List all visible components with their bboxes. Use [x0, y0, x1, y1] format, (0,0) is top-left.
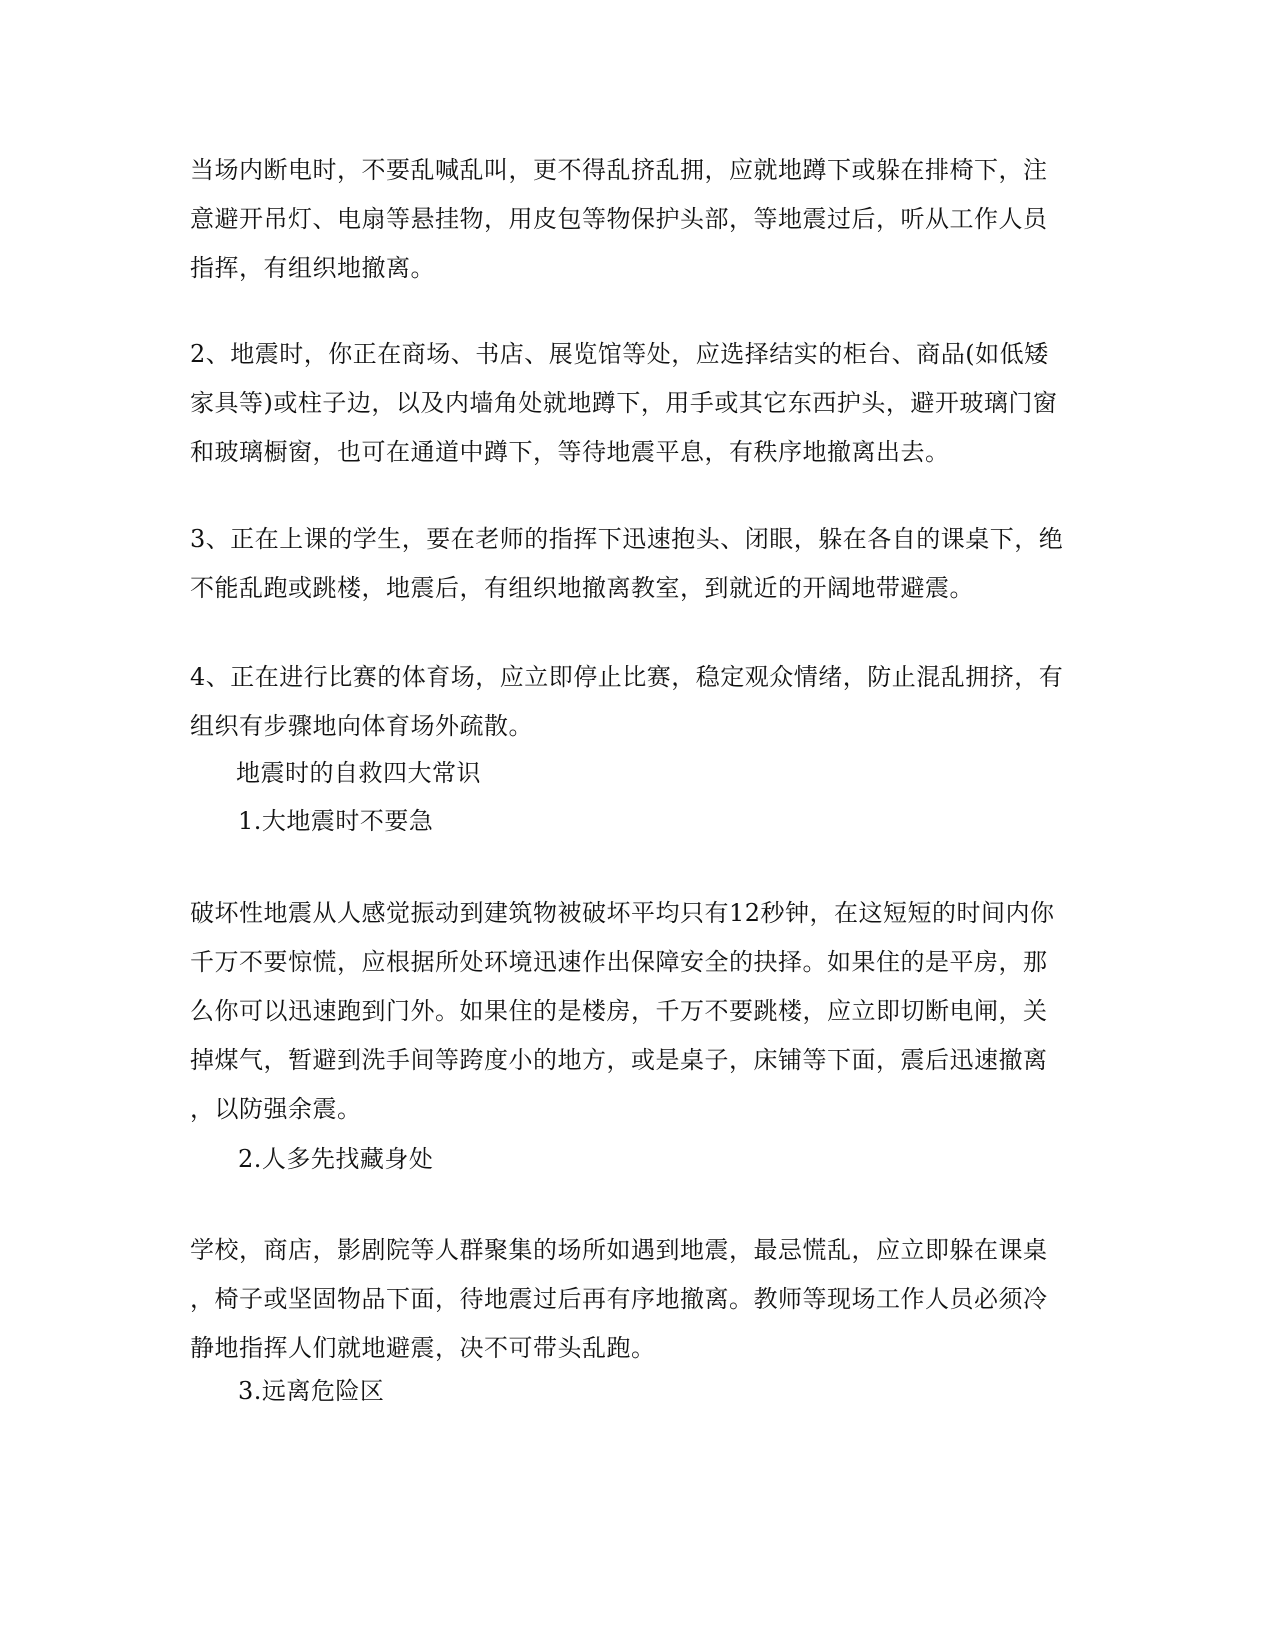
text-line: 家具等)或柱子边，以及内墙角处就地蹲下，用手或其它东西护头，避开玻璃门窗: [190, 389, 1058, 417]
text-line: 指挥，有组织地撤离。: [190, 254, 435, 282]
text-line: 不能乱跑或跳楼，地震后，有组织地撤离教室，到就近的开阔地带避震。: [190, 574, 974, 602]
text-line: 破坏性地震从人感觉振动到建筑物被破坏平均只有12秒钟，在这短短的时间内你: [190, 899, 1055, 927]
text-line: 2、地震时，你正在商场、书店、展览馆等处，应选择结实的柜台、商品(如低矮: [190, 340, 1049, 368]
paragraph-theater: [190, 146, 1080, 293]
paragraph-classroom: [190, 515, 1080, 613]
text-line: 掉煤气，暂避到洗手间等跨度小的地方，或是桌子，床铺等下面，震后迅速撤离: [190, 1046, 1048, 1074]
paragraph-stadium: [190, 653, 1080, 751]
section-title: 地震时的自救四大常识: [236, 759, 481, 787]
text-line: ，椅子或坚固物品下面，待地震过后再有序地撤离。教师等现场工作人员必须冷: [190, 1285, 1048, 1313]
item-body-2: [190, 1226, 1080, 1373]
item-heading-3: 3.远离危险区: [238, 1377, 385, 1405]
item-body-1: [190, 889, 1080, 1134]
text-line: 组织有步骤地向体育场外疏散。: [190, 712, 533, 740]
text-line: 静地指挥人们就地避震，决不可带头乱跑。: [190, 1334, 656, 1362]
item-heading-1: 1.大地震时不要急: [238, 807, 434, 835]
item-heading-2: 2.人多先找藏身处: [238, 1145, 434, 1173]
text-line: 学校，商店，影剧院等人群聚集的场所如遇到地震，最忌慌乱，应立即躲在课桌: [190, 1236, 1048, 1264]
text-line: 意避开吊灯、电扇等悬挂物，用皮包等物保护头部，等地震过后，听从工作人员: [190, 205, 1048, 233]
paragraph-mall: [190, 330, 1080, 477]
text-line: 3、正在上课的学生，要在老师的指挥下迅速抱头、闭眼，躲在各自的课桌下，绝: [190, 525, 1064, 553]
text-line: ，以防强余震。: [190, 1095, 362, 1123]
text-line: 千万不要惊慌，应根据所处环境迅速作出保障安全的抉择。如果住的是平房，那: [190, 948, 1048, 976]
text-line: 么你可以迅速跑到门外。如果住的是楼房，千万不要跳楼，应立即切断电闸，关: [190, 997, 1048, 1025]
text-line: 4、正在进行比赛的体育场，应立即停止比赛，稳定观众情绪，防止混乱拥挤，有: [190, 663, 1064, 691]
text-line: 和玻璃橱窗，也可在通道中蹲下，等待地震平息，有秩序地撤离出去。: [190, 438, 950, 466]
text-line: 当场内断电时，不要乱喊乱叫，更不得乱挤乱拥，应就地蹲下或躲在排椅下，注: [190, 156, 1048, 184]
